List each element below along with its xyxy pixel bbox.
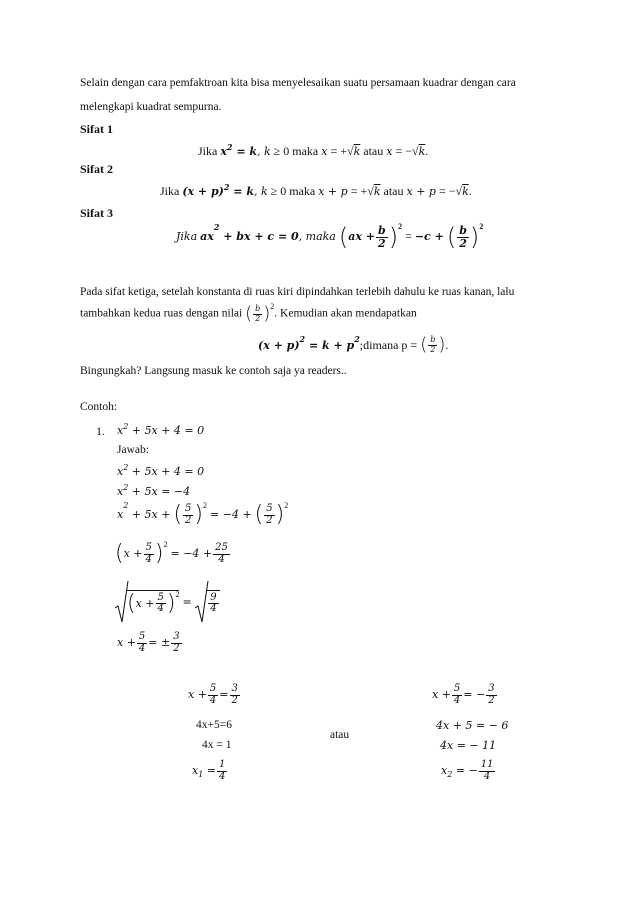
left-solution-line-1: x + $\frac{5}{4}$ = $\frac{3}{2}$	[188, 683, 238, 706]
atau-separator: atau	[330, 729, 350, 741]
left-solution-line-2: 4x+5=6	[196, 719, 232, 731]
bingung-text: Bingungkah? Langsung masuk ke contoh saja ya readers..	[80, 365, 347, 377]
left-solution-line-4: $x_1$ = $\frac{1}{4}$	[192, 759, 226, 782]
sifat-1-heading: Sifat 1	[80, 122, 113, 136]
step-4: (x + $\frac{5}{4}$ )$^2$ = −4 + $\frac{25}{4}$	[115, 540, 228, 566]
step-5: (x + $\frac{5}{4}$ )$^2$ = $\frac{9}{4}$	[115, 580, 220, 624]
intro-line-2: melengkapi kuadrat sempurna.	[80, 101, 222, 113]
sifat-3-heading: Sifat 3	[80, 206, 113, 220]
step-6: x + $\frac{5}{4}$ = ± $\frac{3}{2}$	[117, 631, 180, 654]
right-solution-line-3: 4x = − 11	[440, 739, 497, 752]
sifat-3-formula: Jika $ax^2$ + bx + c = 0, maka (ax + $\frac{b}{2}$ )$^2$ = −c + ( $\frac{b}{2}$ )$^2$	[176, 222, 484, 252]
step-2: $x^2 + 5x = -4$	[117, 483, 191, 498]
right-solution-line-2: 4x + 5 = − 6	[436, 719, 509, 732]
left-solution-line-3: 4x = 1	[202, 739, 232, 751]
right-solution-line-4: $x_2$ = − $\frac{11}{4}$	[441, 759, 494, 782]
contoh-heading: Contoh:	[80, 401, 118, 413]
explain-formula: $(x + p)^2 = k$ + $p^2;dimana$ p = ( $\frac{b}{2}$ ).	[258, 333, 449, 355]
sifat-2-heading: Sifat 2	[80, 162, 113, 176]
step-3: $x^2 + 5x$ + ( $\frac{5}{2}$ )$^2$ = −4 + ( $\frac{5}{2}$ )$^2$	[117, 501, 289, 527]
explain-line-2: tambahkan kedua ruas dengan nilai ( $\frac{b}{2}$ )$^2$. Kemudian akan mendapatkan	[80, 302, 417, 324]
contoh-number: 1.	[96, 424, 105, 438]
step-1: $x^2 + 5x + 4 = 0$	[117, 463, 205, 478]
explain-line-1: Pada sifat ketiga, setelah konstanta di ruas kiri dipindahkan terlebih dahulu ke ruas kanan, lalu	[80, 286, 515, 298]
jawab-label: Jawab:	[117, 444, 149, 456]
example-equation: $x^2 + 5x + 4 = 0$	[117, 422, 205, 437]
intro-line-1: Selain dengan cara pemfaktroan kita bisa menyelesaikan suatu persamaan kuadrar dengan cara	[80, 77, 516, 89]
right-solution-line-1: x + $\frac{5}{4}$ = − $\frac{3}{2}$	[432, 683, 495, 706]
sifat-1-formula: Jika $x^2 = k$, k ≥ 0 maka x = +√k atau x = −√k.	[198, 142, 429, 158]
sifat-2-formula: Jika $(x + p)^2 = k$, k ≥ 0 maka x + p = +√k atau x + p = −√k.	[160, 182, 472, 198]
